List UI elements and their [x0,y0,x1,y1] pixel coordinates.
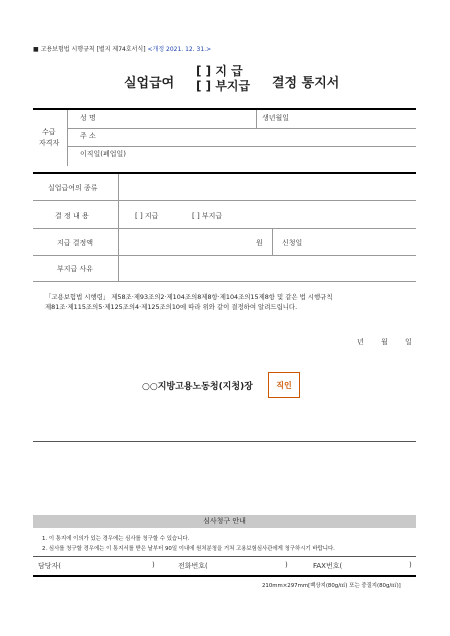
request-date-divider [272,229,273,255]
appeal-title-bar [33,515,416,528]
contact-fax-label: FAX번호( [313,562,343,570]
legal-notice-line-2: 제81조·제115조의5·제125조의4·제125조의10에 따라 위와 같이 결정하여 알려드립니다. [45,303,298,311]
birth-label: 생년월일 [262,114,290,122]
recipient-row-rule-2 [67,146,416,147]
header-law-text: 고용보험법 시행규칙 [별지 제74호서식] [40,46,146,53]
decision-label: 결 정 내 용 [55,212,89,220]
date-day: 일 [405,338,412,346]
contact-person-close: ) [152,561,155,569]
recipient-top-rule [33,108,416,110]
benefit-top-rule [33,172,416,174]
nopay-reason-label: 부지급 사유 [57,265,94,273]
header-revision: <개정 2021. 12. 31.> [147,46,212,53]
amount-label: 지급 결정액 [57,239,94,247]
issuing-office: ○○지방고용노동청(지청)장 [142,382,253,392]
benefit-row-rule-2 [33,228,416,229]
contact-top-rule [33,556,416,557]
leave-date-label: 이직일(폐업일) [80,150,127,158]
legal-notice-line-1: 「고용보험법 시행령」 제58조·제93조의2·제104조의8제8항·제104조의15제8항 및 같은 법 시행규칙 [45,293,333,301]
decision-nopay-option: [ ] 부지급 [192,212,223,220]
contact-phone-close: ) [285,561,288,569]
benefit-row-rule-1 [33,200,416,201]
header-bullet: ■ [33,46,39,53]
legal-notice [45,292,423,312]
benefit-bottom-rule [33,281,416,282]
contact-phone-label: 전화번호( [178,562,208,570]
appeal-item-2: 2. 심사를 청구할 경우에는 이 통지서를 받은 날부터 90일 이내에 원처분청을 거쳐 고용보험심사관에게 청구하시기 바랍니다. [42,546,335,552]
title-left: 실업급여 [124,76,175,91]
form-header [33,44,211,53]
request-date-label: 신청일 [282,239,303,247]
recipient-section-label-2: 자격자 [39,139,60,147]
contact-bottom-rule [33,575,416,577]
benefit-row-rule-3 [33,255,416,256]
benefit-type-label: 실업급여의 종류 [48,184,98,192]
title-right: 결정 통지서 [272,76,340,91]
recipient-col-divider [67,110,68,166]
decision-pay-option: [ ] 지급 [135,212,159,220]
amount-unit: 원 [256,239,263,247]
recipient-section-label-1: 수급 [42,128,56,136]
body-bottom-rule [33,441,416,442]
name-label: 성 명 [80,114,96,122]
title-options [196,64,250,94]
title-option-nopay: [ ] 부지급 [196,79,251,93]
contact-person-label: 담당자( [38,562,62,570]
paper-spec: 210mm×297mm[백상지(80g/㎡) 또는 중질지(80g/㎡)] [262,583,401,589]
contact-fax-close: ) [409,561,412,569]
appeal-item-1: 1. 이 통지에 이의가 있는 경우에는 심사를 청구할 수 있습니다. [42,536,190,542]
appeal-title: 심사청구 안내 [203,517,246,525]
recipient-row-rule-1 [67,128,416,129]
title-option-pay: [ ] 지 급 [196,64,243,78]
address-label: 주 소 [80,132,96,140]
official-seal: 직인 [268,372,300,398]
birth-col-divider [256,110,257,128]
date-year: 년 [357,338,364,346]
date-month: 월 [381,338,388,346]
